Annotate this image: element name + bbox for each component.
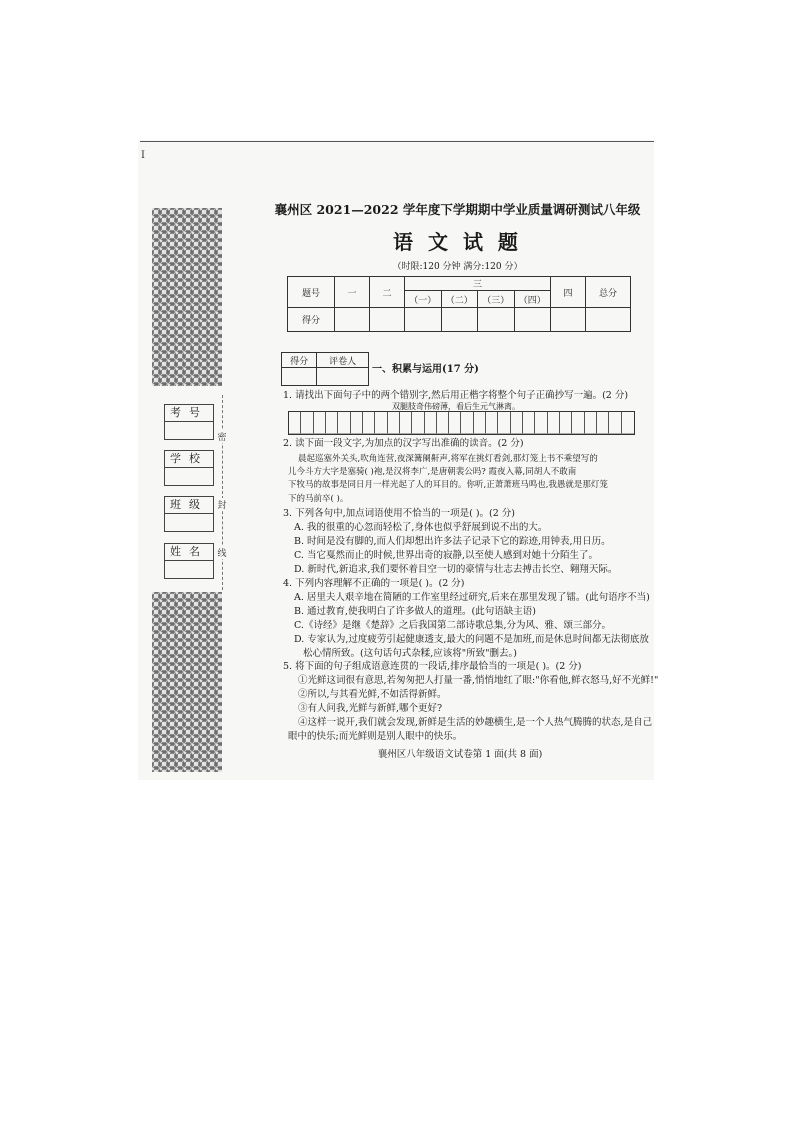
grader-name-cell[interactable] bbox=[317, 368, 369, 386]
q1-grid-cell[interactable] bbox=[523, 412, 535, 434]
decorative-border-bottom bbox=[152, 592, 222, 772]
score-cell[interactable] bbox=[478, 308, 515, 332]
binding-sealed-label: 封 bbox=[216, 498, 228, 511]
q1-grid-cell[interactable] bbox=[486, 412, 498, 434]
q1-grid-cell[interactable] bbox=[609, 412, 621, 434]
q4-option-b: B. 通过教育,使我明白了许多做人的道理。(此句语缺主语) bbox=[294, 606, 536, 617]
q5-sentence-1: ①光鲜这词很有意思,若匆匆把人打量一番,悄悄地红了眼:"你看他,鲜衣怒马,好不光鲜!" bbox=[298, 675, 659, 686]
q1-grid-cell[interactable] bbox=[548, 412, 560, 434]
score-cell[interactable] bbox=[405, 308, 442, 332]
score-table bbox=[287, 276, 631, 332]
grader-table bbox=[281, 352, 369, 386]
col-part-3: 三 bbox=[405, 277, 551, 291]
q1-grid-cell[interactable] bbox=[425, 412, 437, 434]
q2-stem: 2. 读下面一段文字,为加点的汉字写出准确的读音。(2 分) bbox=[283, 438, 524, 449]
q1-grid-cell[interactable] bbox=[535, 412, 547, 434]
exam-header: 襄州区 2021—2022 学年度下学期期中学业质量调研测试八年级 bbox=[274, 202, 641, 217]
q1-grid-cell[interactable] bbox=[474, 412, 486, 434]
row-label-score: 得分 bbox=[288, 308, 335, 332]
exam-number-label: 考号 bbox=[165, 405, 213, 422]
q1-grid-cell[interactable] bbox=[338, 412, 350, 434]
grader-score-cell[interactable] bbox=[282, 368, 317, 386]
q3-option-b: B. 时间是没有脚的,而人们却想出许多法子记录下它的踪迹,用钟表,用日历。 bbox=[294, 536, 611, 547]
binding-dashed-line bbox=[222, 395, 223, 590]
q1-grid-cell[interactable] bbox=[301, 412, 313, 434]
q1-grid-cell[interactable] bbox=[314, 412, 326, 434]
q3-stem: 3. 下列各句中,加点词语使用不恰当的一项是( )。(2 分) bbox=[283, 508, 516, 519]
q1-grid-cell[interactable] bbox=[597, 412, 609, 434]
grader-score-label: 得分 bbox=[282, 353, 317, 368]
q1-stem: 1. 请找出下面句子中的两个错别字,然后用正楷字将整个句子正确抄写一遍。(2 分) bbox=[283, 390, 629, 401]
sub-col-1: （一） bbox=[405, 291, 442, 308]
q1-answer-grid[interactable] bbox=[288, 411, 635, 435]
q1-grid-cell[interactable] bbox=[585, 412, 597, 434]
scan-edge-line bbox=[140, 141, 654, 142]
q1-grid-cell[interactable] bbox=[511, 412, 523, 434]
q1-grid-cell[interactable] bbox=[572, 412, 584, 434]
q1-grid-cell[interactable] bbox=[461, 412, 473, 434]
name-label: 姓名 bbox=[165, 544, 213, 561]
binding-seal-label: 密 bbox=[216, 430, 228, 443]
q4-option-c: C.《诗经》是继《楚辞》之后我国第二部诗歌总集,分为风、雅、颂三部分。 bbox=[294, 620, 611, 631]
col-total: 总分 bbox=[586, 277, 631, 308]
scan-mark: I bbox=[141, 150, 145, 161]
q3-option-c: C. 当它戛然而止的时候,世界出奇的寂静,以至使人感到对她十分陌生了。 bbox=[294, 550, 599, 561]
q1-grid-cell[interactable] bbox=[412, 412, 424, 434]
q4-stem: 4. 下列内容理解不正确的一项是( )。(2 分) bbox=[283, 578, 465, 589]
binding-line-label: 线 bbox=[216, 546, 228, 559]
score-cell[interactable] bbox=[551, 308, 586, 332]
q1-grid-cell[interactable] bbox=[498, 412, 510, 434]
q1-grid-cell[interactable] bbox=[375, 412, 387, 434]
sub-col-2: （二） bbox=[441, 291, 478, 308]
q2-para-line: 下牧马的故事是同日月一样光起了人的耳目的。你听,正萧萧班马鸣也,我愚就是那灯笼 bbox=[288, 480, 608, 490]
q1-sentence: 双腿肢奇伟磅薄，看后生元气淋离。 bbox=[392, 402, 520, 411]
score-cell[interactable] bbox=[370, 308, 405, 332]
q1-grid-cell[interactable] bbox=[400, 412, 412, 434]
sub-col-4: （四） bbox=[514, 291, 551, 308]
q1-grid-cell[interactable] bbox=[437, 412, 449, 434]
decorative-border-top bbox=[152, 208, 222, 386]
q1-grid-cell[interactable] bbox=[289, 412, 301, 434]
grader-label: 评卷人 bbox=[317, 353, 369, 368]
q5-stem: 5. 将下面的句子组成语意连贯的一段话,排序最恰当的一项是( )。(2 分) bbox=[283, 661, 582, 672]
q5-sentence-3: ③有人问我,光鲜与新鲜,哪个更好? bbox=[298, 703, 443, 714]
score-cell[interactable] bbox=[335, 308, 370, 332]
score-cell[interactable] bbox=[514, 308, 551, 332]
q4-option-d-cont: 松心情所致。(这句话句式杂糅,应该将"所致"删去。) bbox=[303, 648, 517, 659]
page-footer: 襄州区八年级语文试卷第 1 面(共 8 面) bbox=[377, 749, 543, 760]
subject-title: 语 文 试 题 bbox=[393, 230, 522, 254]
score-cell[interactable] bbox=[586, 308, 631, 332]
time-limit-line: （时限:120 分钟 满分:120 分） bbox=[392, 262, 523, 272]
q3-option-d: D. 新时代,新追求,我们要怀着目空一切的豪情与壮志去搏击长空、翱翔天际。 bbox=[294, 564, 618, 575]
q1-grid-cell[interactable] bbox=[388, 412, 400, 434]
q2-para-line: 晨起巡塞外关头,吹角连营,夜深篝阑鼾声,将军在挑灯看剑,那灯笼上书不乘望写的 bbox=[298, 454, 598, 464]
q2-para-line: 儿今斗方大字是塞骑( )袍,是汉将李广,是唐朝裴公吗? 霞夜入幕,同胡人不敢南 bbox=[288, 467, 577, 477]
q5-sentence-4: ④这样一说开,我们就会发现,新鲜是生活的妙趣横生,是一个人热气腾腾的状态,是自己 bbox=[298, 717, 653, 728]
col-part-2: 二 bbox=[370, 277, 405, 308]
col-part-1: 一 bbox=[335, 277, 370, 308]
row-label-question: 题号 bbox=[288, 277, 335, 308]
q1-grid-cell[interactable] bbox=[560, 412, 572, 434]
q1-grid-cell[interactable] bbox=[363, 412, 375, 434]
q1-grid-cell[interactable] bbox=[449, 412, 461, 434]
school-label: 学校 bbox=[165, 451, 213, 468]
q1-grid-cell[interactable] bbox=[326, 412, 338, 434]
q4-option-a: A. 居里夫人艰辛地在简陋的工作室里经过研究,后来在那里发现了镭。(此句语序不当) bbox=[294, 592, 650, 603]
score-cell[interactable] bbox=[441, 308, 478, 332]
q5-sentence-2: ②所以,与其看光鲜,不如活得新鲜。 bbox=[298, 689, 447, 700]
school-box[interactable] bbox=[164, 450, 214, 486]
name-box[interactable] bbox=[164, 543, 214, 579]
q1-grid-cell[interactable] bbox=[622, 412, 634, 434]
exam-number-box[interactable] bbox=[164, 404, 214, 440]
q1-grid-cell[interactable] bbox=[351, 412, 363, 434]
sub-col-3: （三） bbox=[478, 291, 515, 308]
q3-option-a: A. 我的很重的心忽而轻松了,身体也似乎舒展到说不出的大。 bbox=[294, 522, 548, 533]
class-box[interactable] bbox=[164, 496, 214, 532]
q4-option-d: D. 专家认为,过度疲劳引起健康透支,最大的问题不是加班,而是休息时间都无法彻底放 bbox=[294, 634, 649, 645]
col-part-4: 四 bbox=[551, 277, 586, 308]
q5-sentence-4-cont: 眼中的快乐;而光鲜则是别人眼中的快乐。 bbox=[288, 731, 463, 742]
class-label: 班级 bbox=[165, 497, 213, 514]
q2-para-line: 下的马前卒( )。 bbox=[288, 494, 349, 504]
section-heading: 一、积累与运用(17 分) bbox=[372, 364, 479, 375]
